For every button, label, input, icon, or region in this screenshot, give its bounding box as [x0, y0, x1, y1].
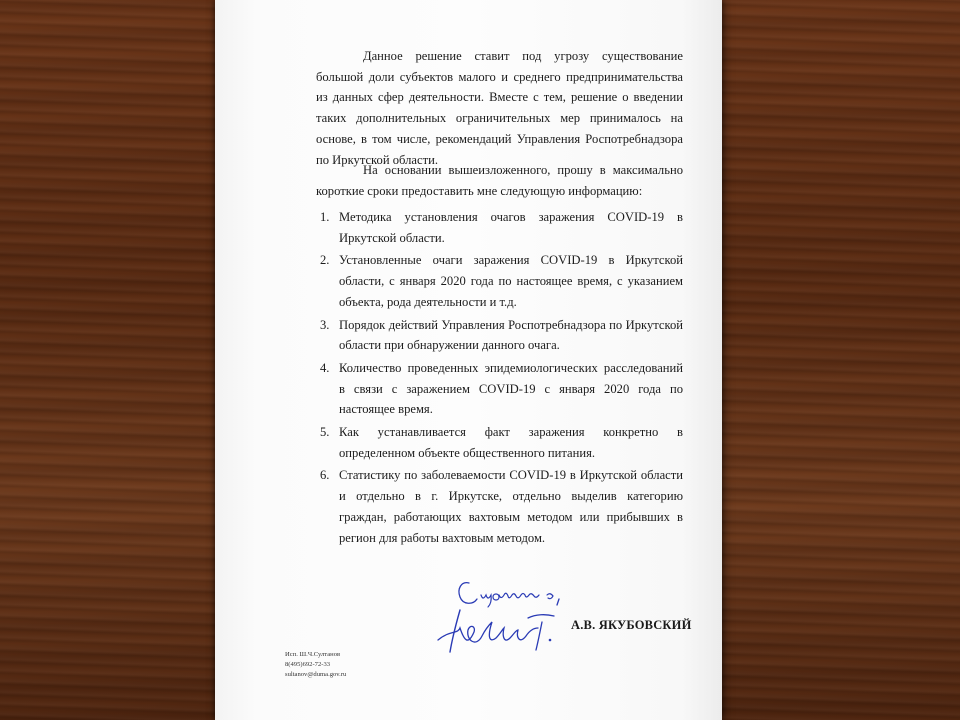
- list-item: [316, 465, 683, 548]
- list-item: [316, 315, 683, 356]
- list-item-text: Методика установления очагов заражения COVID-19 в Иркутской области.: [339, 210, 683, 245]
- list-item-text: Статистику по заболеваемости COVID-19 в Иркутской области и отдельно в г. Иркутске, отдельно выделив категорию граждан, работающих вахтовым методом или прибывших в регион для работы вахтовым методом.: [339, 468, 683, 545]
- list-item-number: 5.: [320, 425, 330, 440]
- list-item-number: 2.: [320, 253, 330, 268]
- executor-phone: 8(495)692-72-33: [285, 661, 331, 668]
- list-item-number: 6.: [320, 468, 330, 483]
- list-item-text: Количество проведенных эпидемиологических расследований в связи с заражением COVID-19 с января 2020 года по настоящее время.: [339, 360, 683, 417]
- list-item: [316, 207, 683, 248]
- list-item-text: Установленные очаги заражения COVID-19 в Иркутской области, с января 2020 года по настоящее время, с указанием объекта, рода деятельности и т.д.: [339, 253, 683, 309]
- paragraph-request: На основании вышеизложенного, прошу в максимально короткие сроки предоставить мне следующую информацию:: [316, 163, 683, 198]
- list-item: [316, 250, 683, 312]
- list-item-text: Как устанавливается факт заражения конкретно в определенном объекте общественного питания.: [339, 425, 683, 460]
- executor-email: sultanov@duma.gov.ru: [285, 671, 347, 678]
- list-item-number: 3.: [320, 317, 330, 332]
- list-item-number: 1.: [320, 210, 330, 224]
- executor-block: [285, 650, 346, 680]
- list-item-number: 4.: [320, 360, 330, 375]
- list-item: [316, 358, 683, 420]
- paragraph-intro: Данное решение ставит под угрозу существование большой доли субъектов малого и среднего предпринимательства из данных сфер деятельности. Вместе с тем, решение о введении таких дополнительных ограничительных мер принималось на основе, в том числе, рекомендаций Управления Роспотребнадзора по Иркутской области.: [316, 49, 683, 167]
- request-list: [316, 207, 683, 550]
- list-item-text: Порядок действий Управления Роспотребнадзора по Иркутской области при обнаружении данного очага.: [339, 317, 683, 353]
- list-item: [316, 422, 683, 463]
- executor-name: Исп. Ш.Ч.Султанов: [285, 651, 341, 658]
- document-page: [215, 0, 722, 720]
- signer-name: А.В. ЯКУБОВСКИЙ: [571, 618, 692, 632]
- handwritten-signature: [430, 600, 560, 660]
